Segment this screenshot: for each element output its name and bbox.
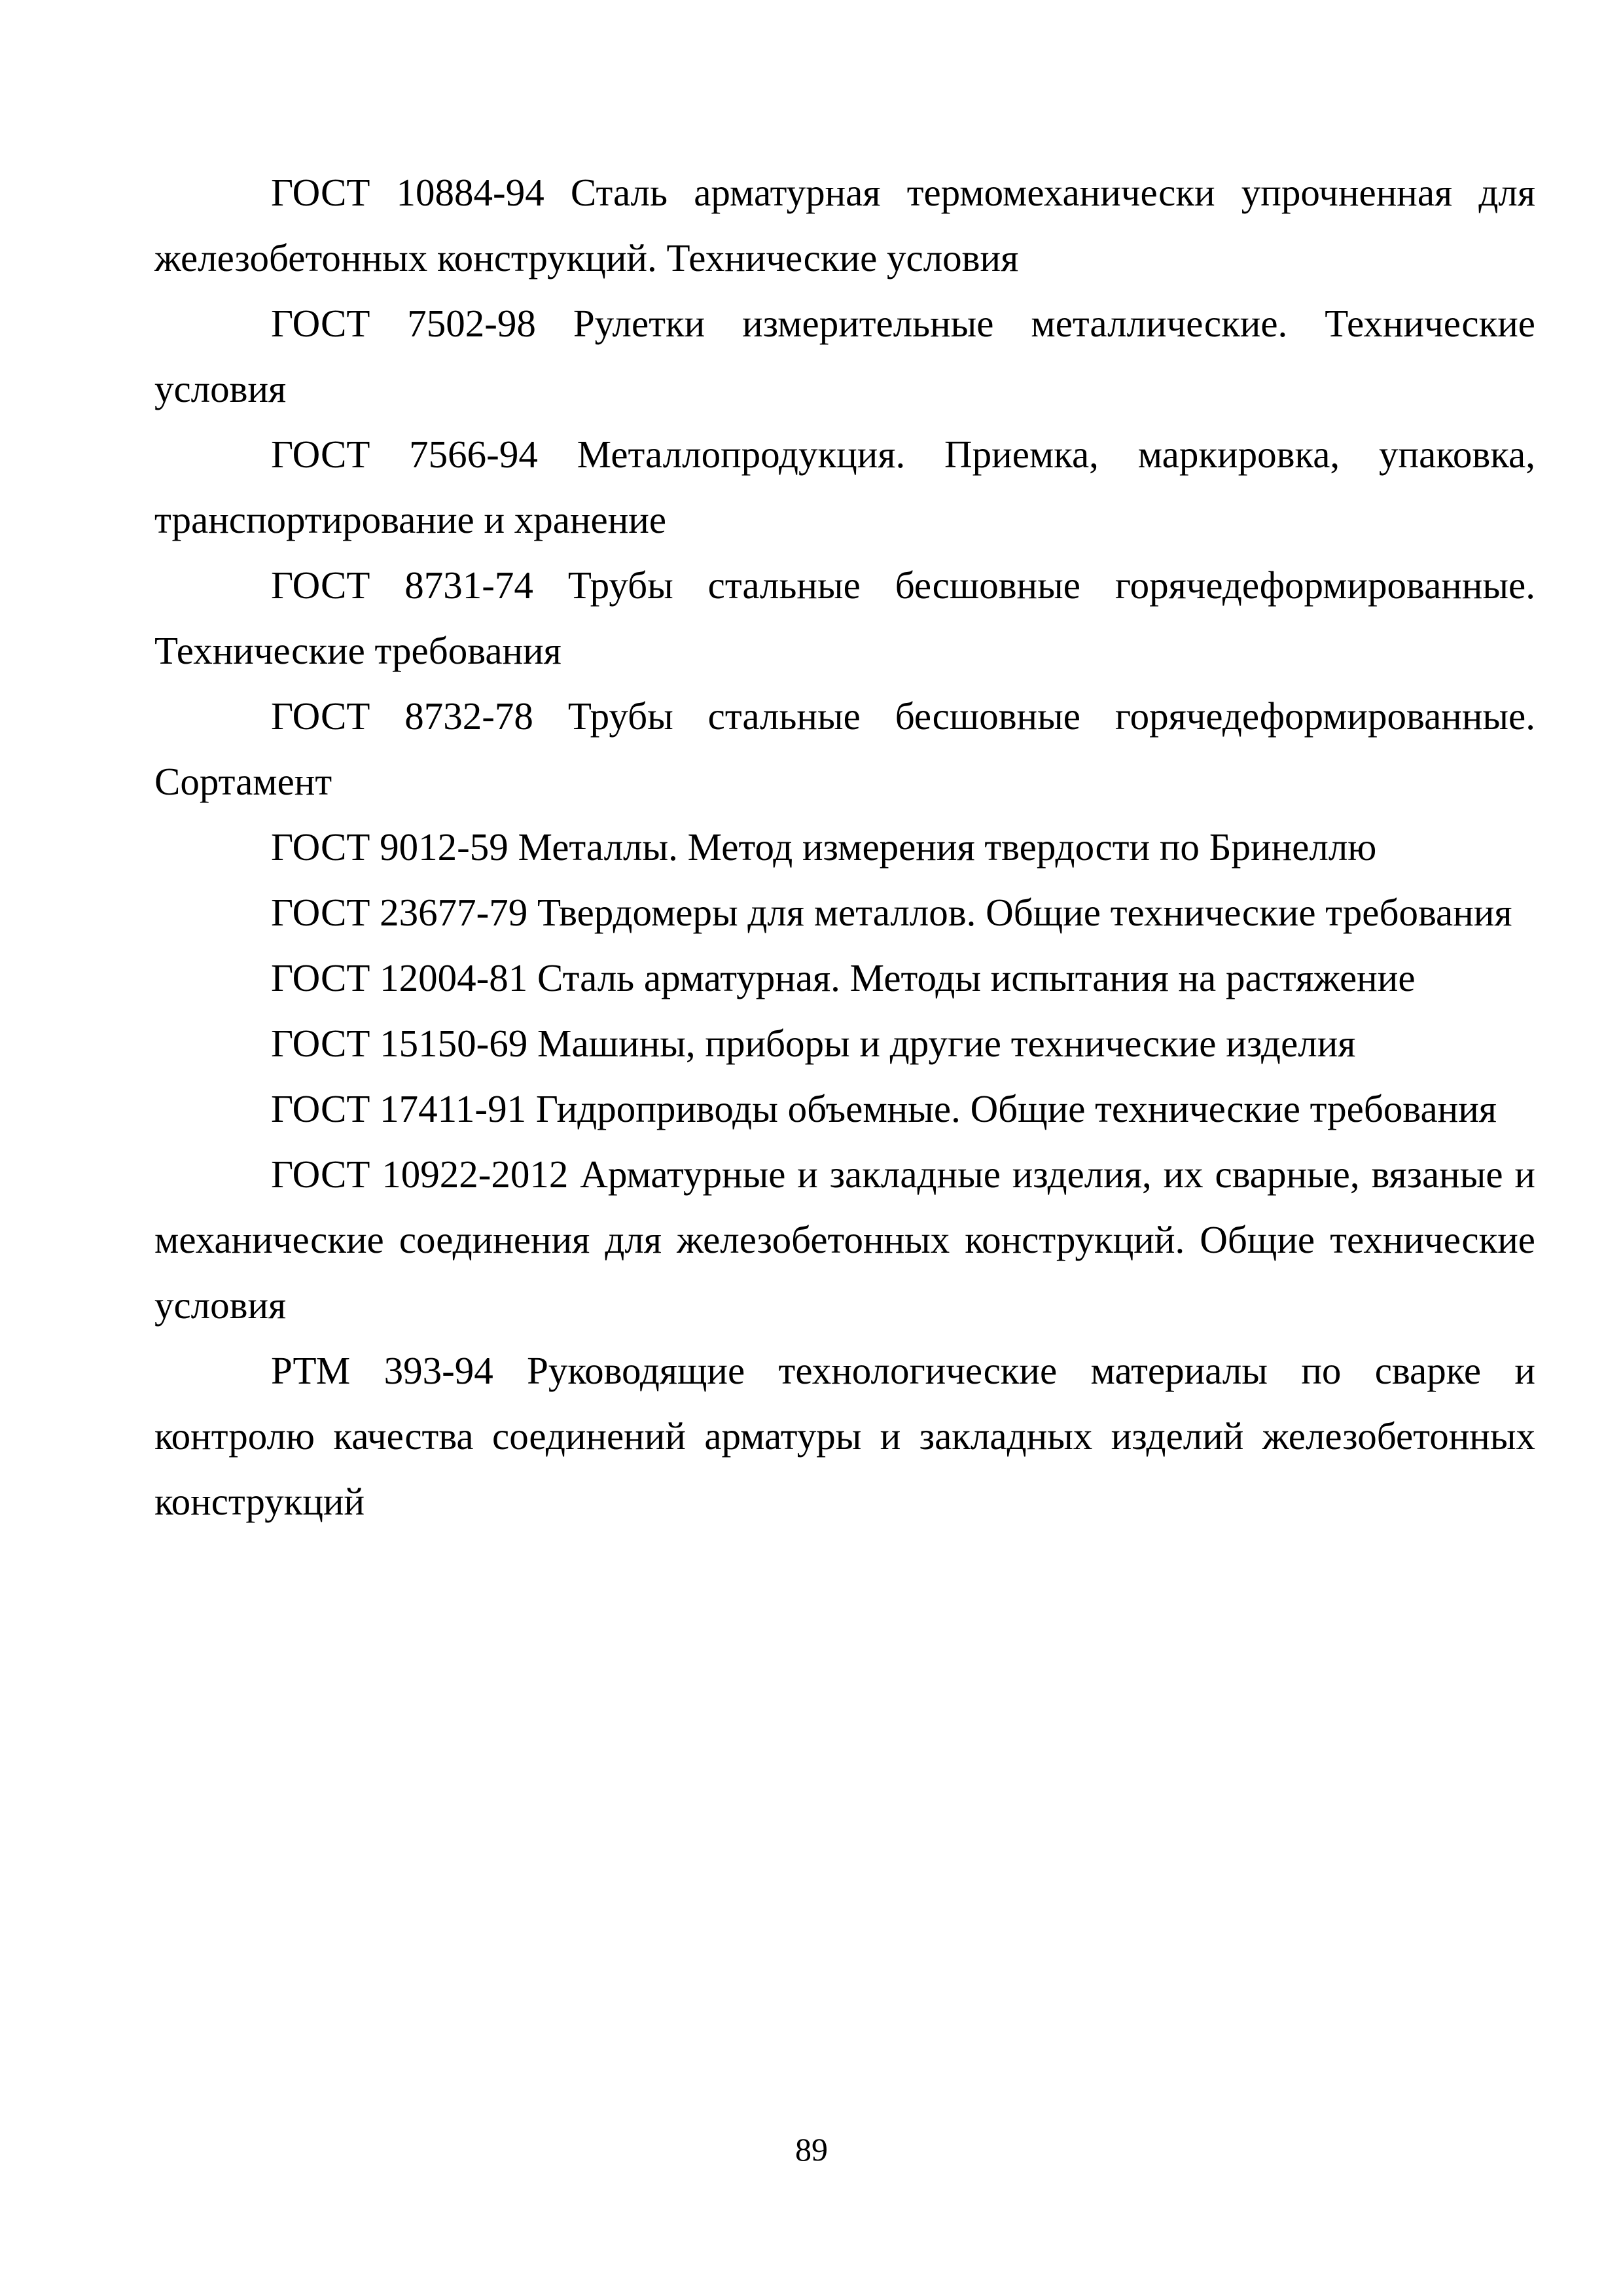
reference-gost-7502-98: ГОСТ 7502-98 Рулетки измерительные металлические. Технические условия: [154, 302, 1535, 410]
reference-gost-17411-91: ГОСТ 17411-91 Гидроприводы объемные. Общие технические требования: [271, 1087, 1497, 1130]
reference-gost-10884-94: ГОСТ 10884-94 Сталь арматурная термомеханически упрочненная для железобетонных конструкций. Технические условия: [154, 171, 1535, 279]
reference-gost-9012-59: ГОСТ 9012-59 Металлы. Метод измерения твердости по Бринеллю: [271, 825, 1377, 869]
reference-gost-7566-94: ГОСТ 7566-94 Металлопродукция. Приемка, маркировка, упаковка, транспортирование и хранение: [154, 433, 1535, 541]
reference-gost-10922-2012: ГОСТ 10922-2012 Арматурные и закладные изделия, их сварные, вязаные и механические соединения для железобетонных конструкций. Общие технические условия: [154, 1153, 1535, 1327]
reference-gost-12004-81: ГОСТ 12004-81 Сталь арматурная. Методы испытания на растяжение: [271, 956, 1416, 999]
reference-gost-23677-79: ГОСТ 23677-79 Твердомеры для металлов. Общие технические требования: [271, 891, 1512, 934]
reference-rtm-393-94: РТМ 393-94 Руководящие технологические материалы по сварке и контролю качества соединений арматуры и закладных изделий железобетонных конструкций: [154, 1349, 1535, 1523]
page-number: 89: [795, 2131, 828, 2168]
reference-list: [154, 160, 1535, 1534]
reference-gost-8731-74: ГОСТ 8731-74 Трубы стальные бесшовные горячедеформированные. Технические требования: [154, 564, 1535, 672]
reference-gost-8732-78: ГОСТ 8732-78 Трубы стальные бесшовные горячедеформированные. Сортамент: [154, 694, 1535, 803]
reference-gost-15150-69: ГОСТ 15150-69 Машины, приборы и другие технические изделия: [271, 1022, 1356, 1065]
